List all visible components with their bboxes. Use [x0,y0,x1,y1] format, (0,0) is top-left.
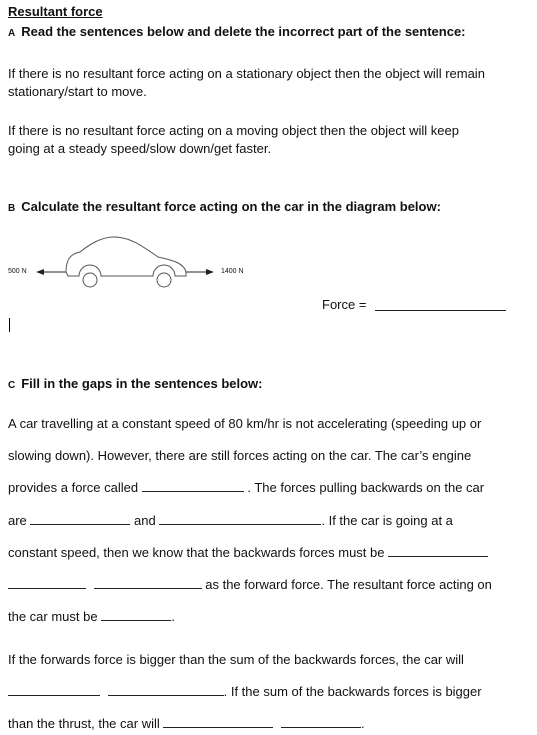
blank-forward-bigger-1[interactable] [8,684,100,696]
section-a-para2-line1: If there is no resultant force acting on a moving object then the object will keep [8,123,459,138]
line3-text-a: provides a force called [8,480,139,495]
blank-force-name[interactable] [142,480,244,492]
line4-text-b: and [134,513,156,528]
section-c-line1: A car travelling at a constant speed of 80 km/hr is not accelerating (speeding up or [8,416,482,431]
section-c-line7 [8,609,175,624]
blank-forward-bigger-2[interactable] [108,684,224,696]
section-a-heading [8,24,466,39]
car-force-diagram [0,230,537,300]
section-c-line8: If the forwards force is bigger than the sum of the backwards forces, the car will [8,652,464,667]
section-c-letter: C [8,380,16,391]
section-a-para1-line2: stationary/start to move. [8,84,147,99]
section-a-para2-line2: going at a steady speed/slow down/get faster. [8,141,272,156]
line4-text-c: . If the car is going at a [321,513,453,528]
section-c-heading-text: Fill in the gaps in the sentences below: [21,376,263,391]
section-c-line2: slowing down). However, there are still forces acting on the car. The car’s engine [8,448,472,463]
blank-backward-bigger-2[interactable] [281,716,361,728]
blank-backward-equal-2[interactable] [8,577,86,589]
line3-text-b: . The forces pulling backwards on the car [247,480,485,495]
line4-text-a: are [8,513,27,528]
blank-backward-force-1[interactable] [30,513,130,525]
section-a-letter: A [8,28,16,39]
line10-period: . [361,716,365,731]
section-c-line4 [8,513,453,528]
section-c-line3 [8,480,484,495]
text-cursor [9,318,10,332]
left-force-arrow [36,269,66,275]
section-c-line9 [8,684,482,699]
blank-backward-equal-1[interactable] [388,545,488,557]
right-force-label: 1400 N [221,268,244,275]
section-a-para1-line1: If there is no resultant force acting on a stationary object then the object will remain [8,66,485,81]
force-answer-blank[interactable] [375,299,506,311]
line10-text: than the thrust, the car will [8,716,160,731]
force-answer-label: Force = [322,297,367,312]
worksheet-title: Resultant force [8,4,103,19]
section-c-line6 [8,577,492,592]
right-force-arrow [186,269,214,275]
section-b-heading [8,199,441,214]
section-a-heading-text: Read the sentences below and delete the incorrect part of the sentence: [21,24,466,39]
left-force-label: 500 N [8,268,27,275]
section-b-letter: B [8,203,16,214]
line5-text: constant speed, then we know that the backwards forces must be [8,545,385,560]
car-outline [66,237,186,287]
blank-backward-equal-3[interactable] [94,577,202,589]
line7-text: the car must be [8,609,98,624]
section-c-heading [8,376,263,391]
line6-text: as the forward force. The resultant force acting on [205,577,492,592]
blank-backward-force-2[interactable] [159,513,321,525]
blank-resultant-force[interactable] [101,609,171,621]
section-c-line10 [8,716,365,731]
blank-backward-bigger-1[interactable] [163,716,273,728]
line7-period: . [171,609,175,624]
line9-text: . If the sum of the backwards forces is bigger [223,684,482,699]
section-c-line5 [8,545,488,560]
section-b-heading-text: Calculate the resultant force acting on the car in the diagram below: [21,199,441,214]
